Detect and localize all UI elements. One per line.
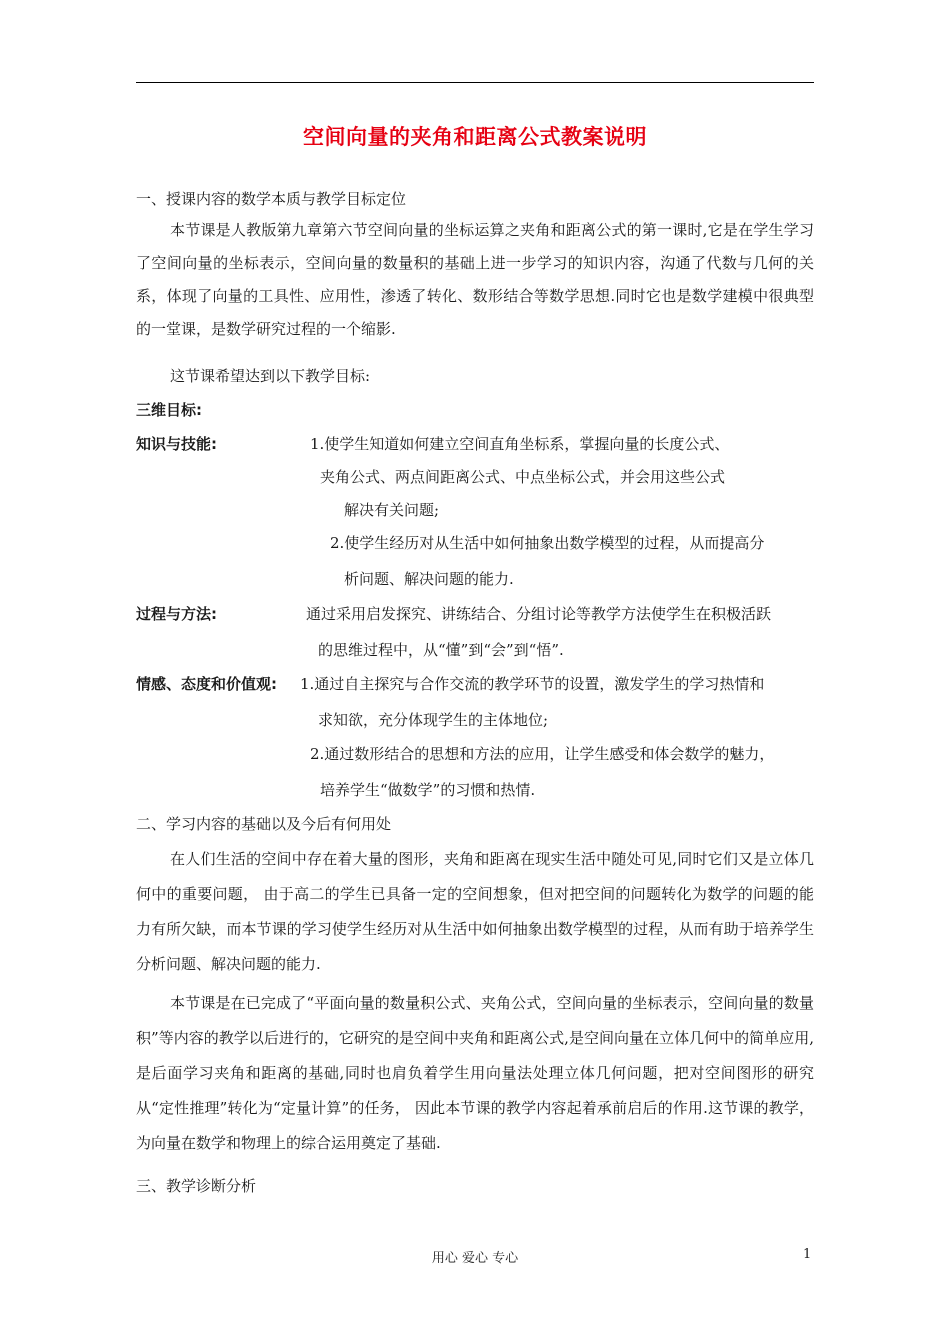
section-1-heading: 一、授课内容的数学本质与教学目标定位: [136, 190, 407, 208]
emotion-goal-line-4: 培养学生“做数学”的习惯和热情.: [320, 781, 536, 799]
knowledge-goal-line-4: 2.使学生经历对从生活中如何抽象出数学模型的过程，从而提高分: [330, 534, 765, 552]
knowledge-goal-line-1: 1.使学生知道如何建立空间直角坐标系，掌握向量的长度公式、: [310, 435, 730, 453]
page-number: 1: [803, 1247, 812, 1262]
section-2-heading: 二、学习内容的基础以及今后有何用处: [136, 815, 392, 833]
header-rule: [136, 82, 814, 83]
page-title: 空间向量的夹角和距离公式教案说明: [303, 125, 647, 149]
emotion-values-label: 情感、态度和价值观:: [136, 675, 277, 693]
knowledge-goal-line-5: 析问题、解决问题的能力.: [344, 570, 514, 588]
process-goal-line-1: 通过采用启发探究、讲练结合、分组讨论等教学方法使学生在积极活跃: [306, 605, 772, 623]
emotion-goal-line-3: 2.通过数形结合的思想和方法的应用，让学生感受和体会数学的魅力，: [310, 745, 775, 763]
process-goal-line-2: 的思维过程中，从“懂”到“会”到“悟”.: [318, 641, 564, 659]
process-methods-label: 过程与方法:: [136, 605, 217, 623]
emotion-goal-line-2: 求知欲，充分体现学生的主体地位;: [318, 711, 549, 729]
three-dimensional-goals-heading: 三维目标:: [136, 401, 202, 419]
knowledge-goal-line-2: 夹角公式、两点间距离公式、中点坐标公式，并会用这些公式: [320, 468, 726, 486]
emotion-goal-line-1: 1.通过自主探究与合作交流的教学环节的设置，激发学生的学习热情和: [300, 675, 765, 693]
section-3-heading: 三、教学诊断分析: [136, 1177, 257, 1195]
section-1-paragraph-2: 这节课希望达到以下教学目标:: [170, 367, 371, 385]
section-2-paragraph-2: 本节课是在已完成了“平面向量的数量积公式、夹角公式，空间向量的坐标表示，空间向量的数量积”等内容的教学以后进行的，它研究的是空间中夹角和距离公式,是空间向量在立体几何中的简单应用,是后面学习夹角和距离的基础,同时也肩负着学生用向量法处理立体几何问题，把对空间图形的研究从“定性推理”转化为“定量计算”的任务， 因此本节课的教学内容起着承前启后的作用.这节课的教学，为向量在数学和物理上的综合运用奠定了基础.: [136, 994, 814, 1152]
page-footer: 用心 爱心 专心: [431, 1251, 519, 1266]
section-2-paragraph-1: 在人们生活的空间中存在着大量的图形，夹角和距离在现实生活中随处可见,同时它们又是立体几何中的重要问题， 由于高二的学生已具备一定的空间想象，但对把空间的问题转化为数学的问题的能力有所欠缺，而本节课的学习使学生经历对从生活中如何抽象出数学模型的过程，从而有助于培养学生分析问题、解决问题的能力.: [136, 850, 814, 973]
knowledge-goal-line-3: 解决有关问题;: [344, 501, 440, 519]
section-1-paragraph-1: 本节课是人教版第九章第六节空间向量的坐标运算之夹角和距离公式的第一课时,它是在学生学习了空间向量的坐标表示，空间向量的数量积的基础上进一步学习的知识内容，沟通了代数与几何的关系，体现了向量的工具性、应用性，渗透了转化、数形结合等数学思想.同时它也是数学建模中很典型的一堂课，是数学研究过程的一个缩影.: [136, 221, 814, 338]
knowledge-skills-label: 知识与技能:: [136, 435, 217, 453]
